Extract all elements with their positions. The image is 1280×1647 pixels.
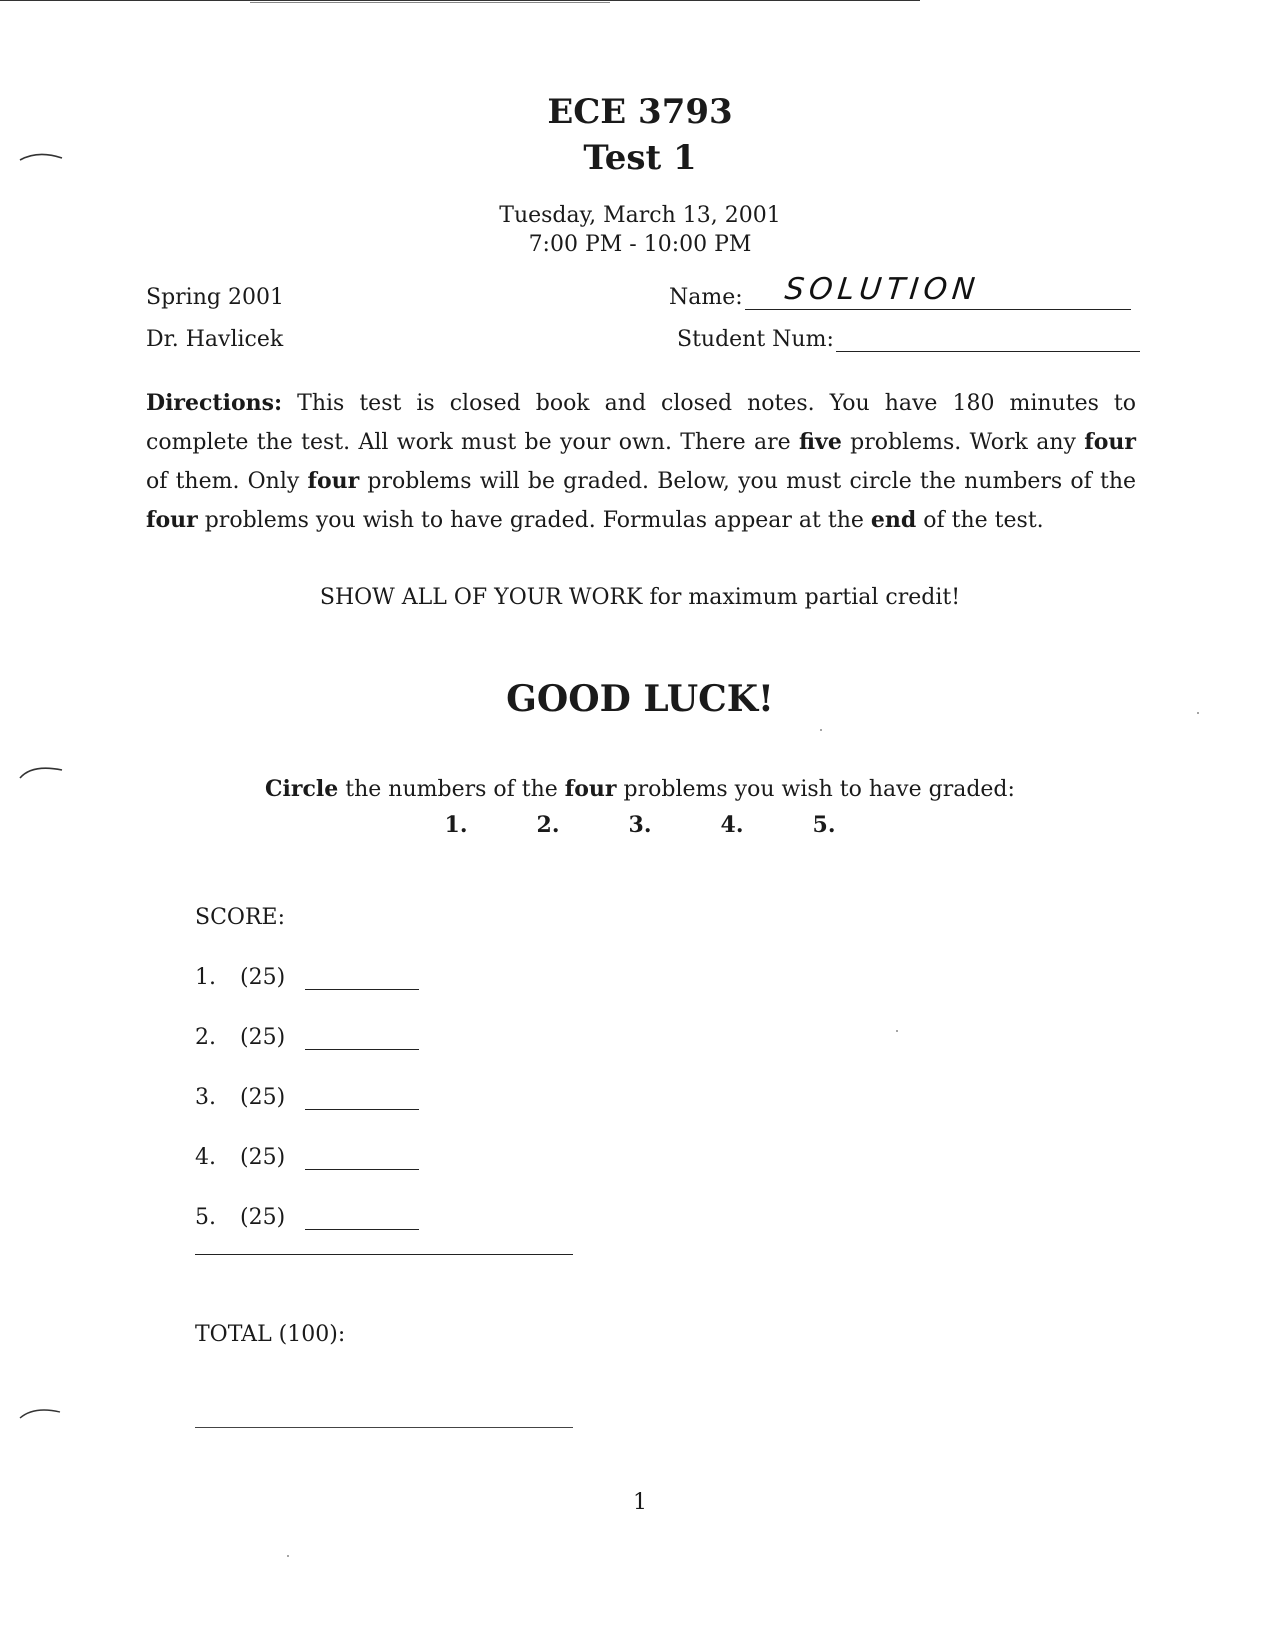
score-row-number: 1. bbox=[195, 965, 216, 990]
instructor: Dr. Havlicek bbox=[146, 327, 284, 352]
directions-text: of the test. bbox=[916, 508, 1044, 533]
problem-number-4[interactable]: 4. bbox=[720, 812, 744, 838]
scan-speck bbox=[896, 1030, 898, 1032]
problem-number-3[interactable]: 3. bbox=[628, 812, 652, 838]
score-row-blank[interactable] bbox=[305, 1089, 419, 1110]
score-row-blank[interactable] bbox=[305, 1209, 419, 1230]
directions-emphasis: four bbox=[1084, 429, 1136, 455]
circle-emphasis: four bbox=[564, 776, 617, 802]
directions-emphasis: end bbox=[870, 507, 917, 533]
problem-number-1[interactable]: 1. bbox=[444, 812, 468, 838]
scan-speck bbox=[1197, 712, 1199, 714]
circle-emphasis: Circle bbox=[265, 776, 339, 802]
score-row-points: (25) bbox=[240, 1085, 286, 1110]
page-number: 1 bbox=[633, 1490, 647, 1515]
name-handwritten-value: SOLUTION bbox=[782, 272, 982, 307]
semester: Spring 2001 bbox=[146, 285, 284, 310]
student-number-field bbox=[677, 327, 1140, 352]
name-field bbox=[669, 272, 1131, 310]
score-row-points: (25) bbox=[240, 965, 286, 990]
directions-text: problems you wish to have graded. Formulas appear at the bbox=[197, 508, 871, 533]
score-row-points: (25) bbox=[240, 1025, 286, 1050]
course-title: ECE 3793 bbox=[547, 92, 733, 132]
score-row-4 bbox=[195, 1145, 419, 1170]
score-row-number: 4. bbox=[195, 1145, 216, 1170]
good-luck-heading: GOOD LUCK! bbox=[506, 678, 774, 720]
directions-text: This test is closed book and closed notes. You have 180 minutes to complete the test. All work must be your own. There are bbox=[146, 391, 1136, 455]
circle-text: the numbers of the bbox=[338, 777, 565, 802]
problem-number-2[interactable]: 2. bbox=[536, 812, 560, 838]
directions-text: of them. Only bbox=[146, 469, 308, 494]
directions-emphasis: four bbox=[146, 507, 198, 533]
scan-speck bbox=[287, 1555, 289, 1557]
directions-paragraph bbox=[146, 384, 1136, 540]
score-row-5 bbox=[195, 1205, 419, 1230]
score-row-blank[interactable] bbox=[305, 1149, 419, 1170]
student-number-label: Student Num: bbox=[677, 327, 834, 352]
score-row-1 bbox=[195, 965, 419, 990]
score-row-blank[interactable] bbox=[305, 969, 419, 990]
total-label: TOTAL (100): bbox=[195, 1322, 346, 1347]
test-date: Tuesday, March 13, 2001 bbox=[499, 203, 781, 228]
total-blank-line[interactable] bbox=[195, 1427, 573, 1428]
test-title: Test 1 bbox=[583, 138, 697, 178]
circle-instruction bbox=[0, 776, 1280, 802]
name-input-line[interactable] bbox=[745, 272, 1131, 310]
show-work-note: SHOW ALL OF YOUR WORK for maximum partial credit! bbox=[319, 585, 961, 610]
punch-mark bbox=[18, 1400, 64, 1420]
circle-text: problems you wish to have graded: bbox=[616, 777, 1015, 802]
score-row-blank[interactable] bbox=[305, 1029, 419, 1050]
directions-emphasis: four bbox=[307, 468, 360, 494]
score-row-number: 3. bbox=[195, 1085, 216, 1110]
problem-number-list bbox=[0, 812, 1280, 838]
name-label: Name: bbox=[669, 285, 743, 310]
directions-emphasis: five bbox=[799, 429, 842, 455]
score-row-number: 5. bbox=[195, 1205, 216, 1230]
score-row-points: (25) bbox=[240, 1205, 286, 1230]
total-divider bbox=[195, 1254, 573, 1255]
score-row-2 bbox=[195, 1025, 419, 1050]
test-time: 7:00 PM - 10:00 PM bbox=[528, 232, 752, 257]
score-row-points: (25) bbox=[240, 1145, 286, 1170]
scan-speck bbox=[820, 729, 822, 731]
directions-text: problems. Work any bbox=[841, 430, 1085, 455]
score-label: SCORE: bbox=[195, 905, 285, 930]
top-border-line-secondary bbox=[250, 2, 610, 3]
score-row-3 bbox=[195, 1085, 419, 1110]
directions-text: problems will be graded. Below, you must circle the numbers of the bbox=[359, 469, 1137, 494]
top-border-line bbox=[0, 0, 920, 1]
problem-number-5[interactable]: 5. bbox=[812, 812, 836, 838]
student-number-input-line[interactable] bbox=[836, 329, 1140, 352]
score-row-number: 2. bbox=[195, 1025, 216, 1050]
directions-label: Directions: bbox=[146, 390, 283, 416]
